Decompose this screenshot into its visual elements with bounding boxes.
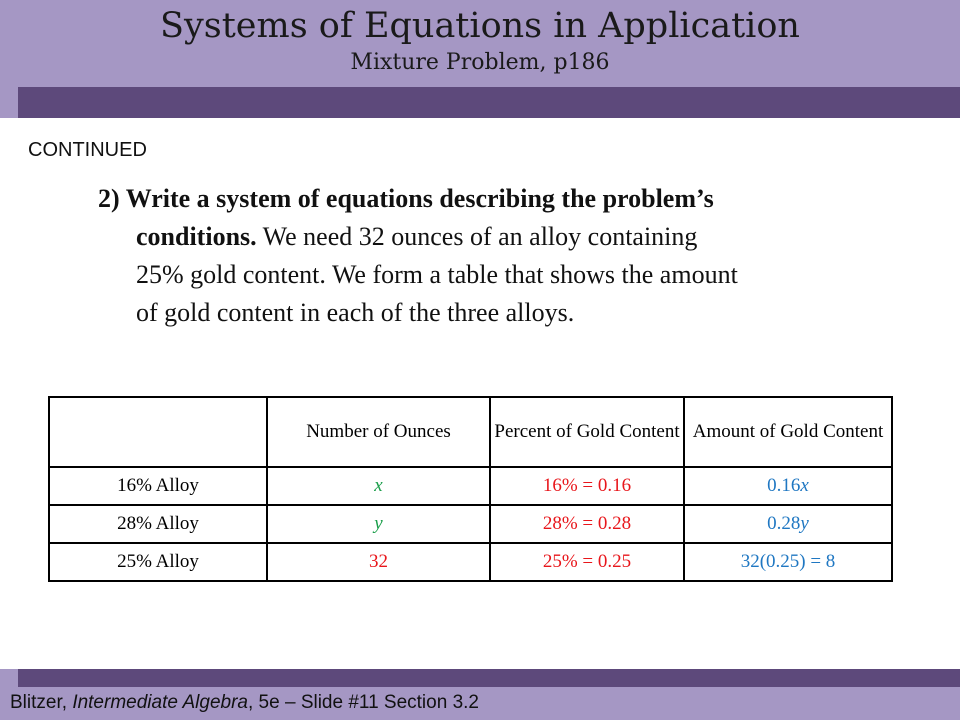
amount-cell [684,467,892,505]
problem-text [98,180,918,332]
footer-credit [10,692,479,714]
slide-subtitle: Mixture Problem, p186 [350,50,610,75]
amount-variable: y [800,513,809,534]
header-cell-percent: Percent of Gold Content [490,397,684,467]
body-line-3: 25% gold content. We form a table that shows the amount [136,260,738,289]
amount-number: 0.28 [767,513,801,534]
row-label: 25% Alloy [49,543,267,581]
footer-prefix: Blitzer, [10,692,73,713]
table-row [49,543,892,581]
step-heading-cont: conditions. [136,222,257,251]
alloy-table [48,396,893,582]
amount-number: 32(0.25) = 8 [740,551,836,572]
slide-title: Systems of Equations in Application [160,6,800,46]
table-row [49,505,892,543]
amount-number: 0.16 [767,475,801,496]
ounces-cell: x [267,467,490,505]
ounces-cell: 32 [267,543,490,581]
row-label: 16% Alloy [49,467,267,505]
row-label: 28% Alloy [49,505,267,543]
body-line-4: of gold content in each of the three alloys. [136,298,575,327]
section-label: CONTINUED [28,139,147,161]
header-cell-ounces: Number of Ounces [267,397,490,467]
table-header-row [49,397,892,467]
ounces-cell: y [267,505,490,543]
step-heading: 2) Write a system of equations describing the problem’s [98,184,714,213]
percent-cell: 25% = 0.25 [490,543,684,581]
amount-variable: x [800,475,809,496]
percent-cell: 16% = 0.16 [490,467,684,505]
amount-cell [684,543,892,581]
header-band-accent [0,87,18,118]
footer-band-accent [0,669,18,687]
footer-band [0,669,960,687]
amount-cell [684,505,892,543]
percent-cell: 28% = 0.28 [490,505,684,543]
footer-book-title: Intermediate Algebra [72,692,248,713]
header-cell-amount: Amount of Gold Content [684,397,892,467]
header-band [0,87,960,118]
body-line-2: We need 32 ounces of an alloy containing [256,222,698,251]
header-cell-blank [49,397,267,467]
footer-suffix: , 5e – Slide #11 Section 3.2 [248,692,479,713]
table-row [49,467,892,505]
